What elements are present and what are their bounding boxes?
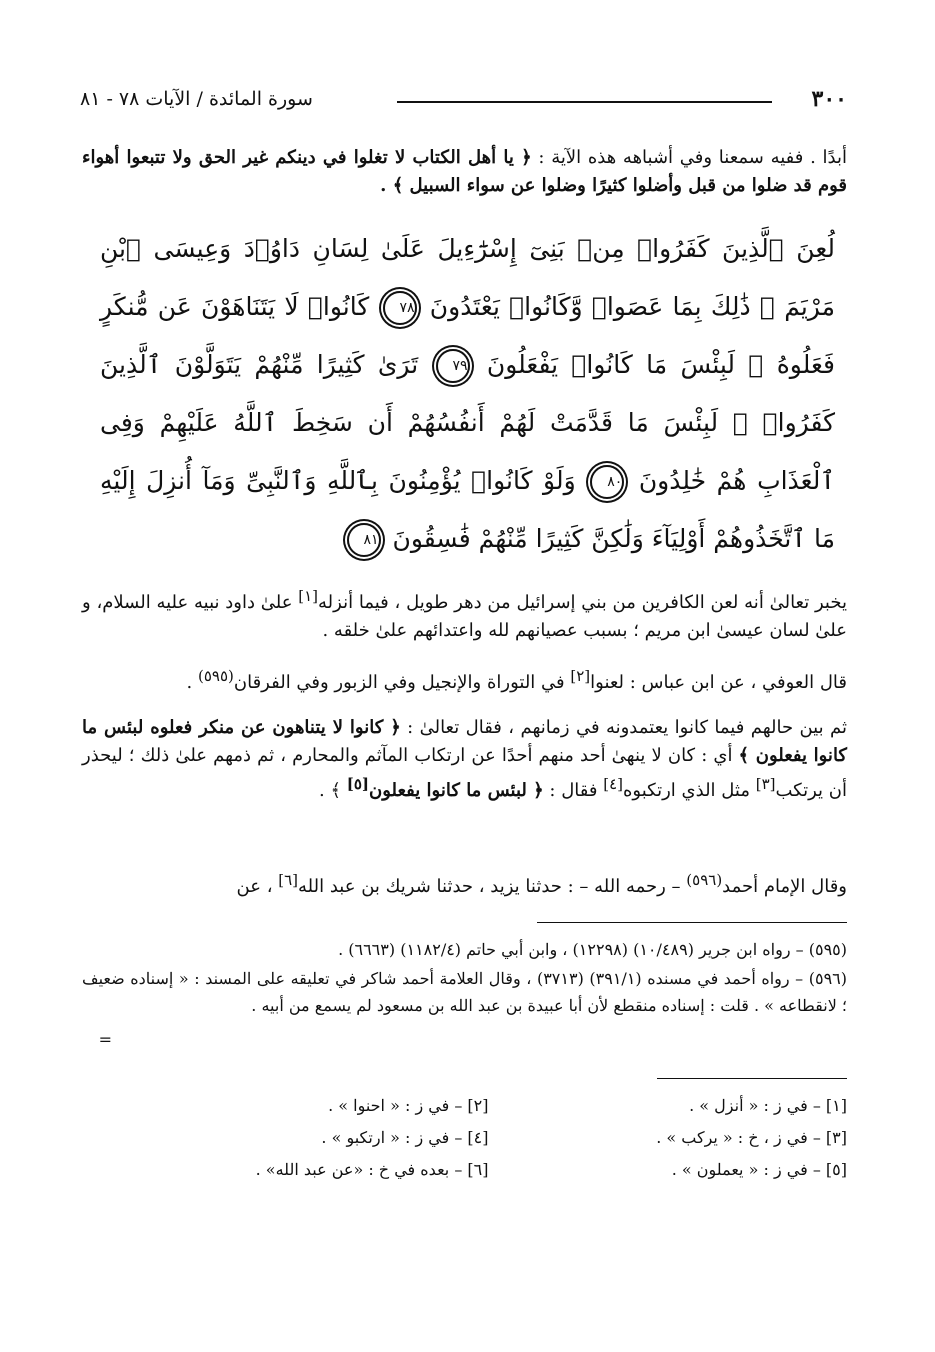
p3-text-c: مثل الذي ارتكبوه	[623, 780, 756, 801]
variant-ref-3: [٣]	[755, 775, 776, 793]
verse-number-81: ٨١	[347, 523, 381, 557]
continuation-mark: =	[98, 1030, 112, 1049]
intro-text: أبدًا . ففيه سمعنا وفي أشباهه هذه الآية :	[531, 147, 847, 168]
page-header	[80, 86, 847, 118]
p3-text-e: ﴾ .	[319, 780, 347, 801]
variants-rule	[657, 1078, 847, 1079]
variant-note-1: [١] – في ز : « أنزل » .	[689, 1096, 847, 1115]
p3-text-b: أي : كان لا ينهىٰ أحد منهم أحدًا عن ارتكاب المآثم والمحارم ، ثم ذمهم علىٰ ذلك ؛ ليحذر أن يرتكب	[82, 745, 847, 801]
p1-text-b: علىٰ داود نبيه عليه السلام، و علىٰ لسان عيسىٰ ابن مريم ؛ بسبب عصيانهم لله واعتدائهم علىٰ خلقه .	[82, 592, 847, 641]
p4-text-b: – رحمه الله – : حدثنا يزيد ، حدثنا شريك بن عبد الله	[298, 876, 687, 897]
footnotes	[82, 936, 847, 1021]
intro-quote: ﴿ يا أهل الكتاب لا تغلوا في دينكم غير الحق ولا تتبعوا أهواء قوم قد ضلوا من قبل وأضلوا كثيرًا وضلوا عن سواء السبيل ﴾ .	[82, 147, 847, 196]
commentary-paragraph-1	[82, 582, 847, 645]
variant-note-5: [٥] – في ز : « يعملون » .	[671, 1160, 847, 1179]
verse-78-text: لُعِنَ ٱلَّذِينَ كَفَرُوا۟ مِنۢ بَنِىٓ إِسْرَٰٓءِيلَ عَلَىٰ لِسَانِ دَاوُۥدَ وَعِيسَى ٱبْنِ مَرْيَمَ ۚ ذَٰلِكَ بِمَا عَصَوا۟ وَّكَانُوا۟ يَعْتَدُونَ	[100, 234, 835, 321]
p2-text-c: .	[186, 672, 198, 693]
commentary-paragraph-2	[82, 662, 847, 697]
variant-note-3: [٣] – في ز ، خ : « يركب » .	[656, 1128, 847, 1147]
commentary-paragraph-3	[82, 714, 847, 805]
variant-note-2: [٢] – في ز : « احنوا » .	[328, 1096, 489, 1115]
variant-note-6: [٦] – بعده في خ : «عن عبد الله» .	[255, 1160, 489, 1179]
p3-quote-1: ﴿ كانوا لا يتناهون عن منكر فعلوه لبئس ما كانوا يفعلون ﴾	[82, 717, 848, 766]
p3-text-a: ثم بين حالهم فيما كانوا يعتمدونه في زمانهم ، فقال تعالىٰ :	[400, 717, 847, 738]
intro-paragraph	[82, 144, 847, 200]
variant-ref-2: [٢]	[570, 667, 591, 685]
footnote-596: (٥٩٦) – رواه أحمد في مسنده (٣٩١/١) (٣٧١٣) ، وقال العلامة أحمد شاكر في تعليقه على المسند : « إسناده ضعيف ؛ لانقطاعه » . قلت : إسناده منقطع لأن أبا عبيدة بن عبد الله بن مسعود لم يسمع من أبيه .	[82, 969, 848, 1015]
p1-text-a: يخبر تعالىٰ أنه لعن الكافرين من بني إسرائيل من دهر طويل ، فيما أنزله	[318, 592, 847, 613]
commentary-paragraph-4	[82, 866, 847, 901]
footnote-595: (٥٩٥) – رواه ابن جرير (١٠/٤٨٩) (١٢٢٩٨) ، وابن أبي حاتم (١١٨٢/٤) (٦٦٦٣) .	[338, 940, 847, 959]
verse-number-79: ٧٩	[436, 349, 470, 383]
variant-ref-1: [١]	[298, 587, 319, 605]
running-title: سورة المائدة / الآيات ٧٨ - ٨١	[80, 88, 313, 110]
p2-text-b: في التوراة والإنجيل وفي الزبور وفي الفرقان	[233, 672, 571, 693]
quran-verses	[100, 220, 835, 568]
variant-notes	[130, 1094, 847, 1182]
verse-number-78: ٧٨	[383, 291, 417, 325]
footnote-ref-595: (٥٩٥)	[197, 667, 234, 685]
p3-text-d: فقال :	[543, 780, 604, 801]
variant-note-4: [٤] – في ز : « ارتكبو » .	[321, 1128, 489, 1147]
verse-number-80: ٨٠	[590, 465, 624, 499]
variant-ref-6: [٦]	[278, 871, 299, 889]
p2-text-a: قال العوفي ، عن ابن عباس : لعنوا	[590, 672, 847, 693]
footnote-ref-596: (٥٩٦)	[686, 871, 723, 889]
header-rule	[397, 101, 772, 103]
verse-80-text: تَرَىٰ كَثِيرًا مِّنْهُمْ يَتَوَلَّوْنَ ٱلَّذِينَ كَفَرُوا۟ ۚ لَبِئْسَ مَا قَدَّمَتْ لَهُمْ أَنفُسُهُمْ أَن سَخِطَ ٱللَّهُ عَلَيْهِمْ وَفِى ٱلْعَذَابِ هُمْ خَٰلِدُونَ	[100, 350, 835, 495]
verse-81-text: وَلَوْ كَانُوا۟ يُؤْمِنُونَ بِٱللَّهِ وَٱلنَّبِىِّ وَمَآ أُنزِلَ إِلَيْهِ مَا ٱتَّخَذُوهُمْ أَوْلِيَآءَ وَلَٰكِنَّ كَثِيرًا مِّنْهُمْ فَٰسِقُونَ	[100, 466, 835, 553]
variant-ref-5: [٥]	[346, 775, 370, 793]
p4-text-c: ، عن	[236, 876, 279, 897]
page-number: ٣٠٠	[811, 86, 847, 112]
p4-text-a: وقال الإمام أحمد	[722, 876, 847, 897]
variant-ref-4: [٤]	[603, 775, 623, 793]
footnote-rule	[537, 922, 847, 923]
p3-quote-2: ﴿ لبئس ما كانوا يفعلون	[369, 780, 544, 801]
verse-79-text: كَانُوا۟ لَا يَتَنَاهَوْنَ عَن مُّنكَرٍ فَعَلُوهُ ۚ لَبِئْسَ مَا كَانُوا۟ يَفْعَلُونَ	[100, 292, 836, 379]
